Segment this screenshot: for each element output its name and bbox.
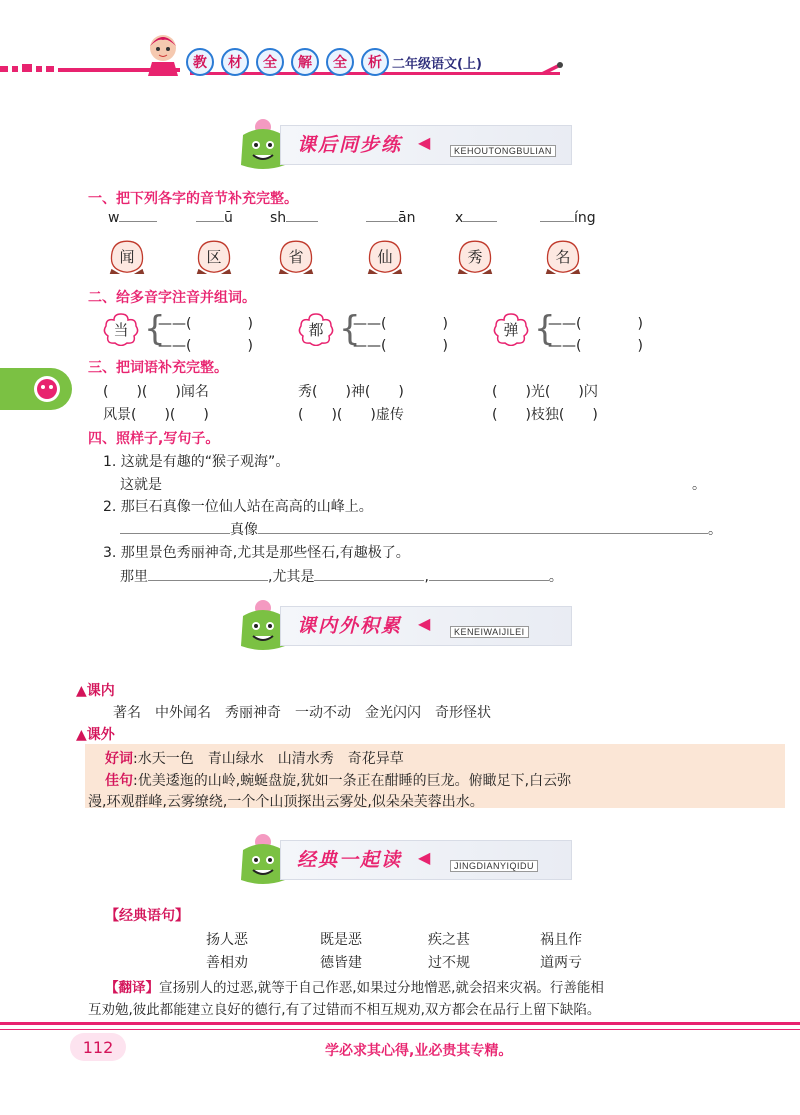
peach-char-box (274, 236, 318, 278)
peach-char: 区 (206, 248, 222, 266)
answer-line: 真像 。 (120, 519, 722, 539)
example-sentence: 1. 这就是有趣的“猴子观海”。 (103, 454, 290, 470)
classic-phrase: 德皆建 (320, 955, 362, 971)
peach-char-box (192, 236, 236, 278)
classic-phrase: 过不规 (428, 955, 470, 971)
classic-phrase: 扬人恶 (206, 932, 248, 948)
classic-phrase: 道两亏 (540, 955, 582, 971)
footer-rule-thin (0, 1029, 800, 1030)
peach-char: 省 (288, 248, 304, 266)
answer-line: 这就是 。 (120, 477, 706, 493)
syllable-item: íng (540, 210, 596, 226)
outer-class-heading: ▲课外 (76, 727, 115, 743)
banner-pinyin: KEHOUTONGBULIAN (450, 145, 556, 157)
question-2-heading: 二、给多音字注音并组词。 (88, 290, 256, 306)
peach-char: 秀 (467, 248, 483, 266)
polyphone-item: 弹 { ——( ) ——( ) (492, 310, 742, 354)
syllable-item: ū (196, 210, 233, 226)
question-3-heading: 三、把词语补充完整。 (88, 360, 228, 376)
header-title-char: 全 (256, 48, 284, 76)
header-title-char: 材 (221, 48, 249, 76)
cartoon-girl-icon (138, 28, 188, 78)
peach-char-box (453, 236, 497, 278)
classic-heading: 【经典语句】 (105, 908, 189, 924)
peach-char-box (105, 236, 149, 278)
header-title-char: 析 (361, 48, 389, 76)
fill-phrase: 风景( )( ) (103, 407, 209, 423)
classic-phrase: 疾之甚 (428, 932, 470, 948)
good-sentence: 佳句:优美逶迤的山岭,蜿蜒盘旋,犹如一条正在酣睡的巨龙。俯瞰足下,白云弥 (105, 773, 572, 789)
footer-rule (0, 1022, 800, 1025)
classic-phrase: 善相劝 (206, 955, 248, 971)
cartoon-face-icon (32, 374, 62, 404)
polyphone-char: 都 (308, 321, 324, 339)
classic-phrase: 祸且作 (540, 932, 582, 948)
question-4-heading: 四、照样子,写句子。 (88, 431, 220, 447)
syllable-item: sh (270, 210, 318, 226)
example-sentence: 2. 那巨石真像一位仙人站在高高的山峰上。 (103, 499, 373, 515)
pencil-icon (540, 60, 564, 76)
header-title-char: 全 (326, 48, 354, 76)
polyphone-item: 当 { ——( ) ——( ) (102, 310, 352, 354)
inner-class-heading: ▲课内 (76, 683, 115, 699)
banner-title: 课后同步练 (297, 134, 403, 156)
translation-cont: 互劝勉,彼此都能建立良好的德行,有了过错而不相互规劝,双方都会在品行上留下缺陷。 (88, 1002, 601, 1018)
banner-title: 课内外积累 (297, 615, 403, 637)
side-tab (0, 368, 72, 410)
good-words: 好词:水天一色 青山绿水 山清水秀 奇花异草 (105, 751, 404, 767)
page-number: 112 (70, 1033, 126, 1061)
answer-line: 那里 ,尤其是 , 。 (120, 569, 563, 585)
section-banner-accumulation (235, 598, 575, 654)
banner-pinyin: KENEIWAIJILEI (450, 626, 529, 638)
fill-phrase: ( )( )闻名 (103, 384, 209, 400)
banner-pinyin: JINGDIANYIQIDU (450, 860, 538, 872)
section-banner-classic (235, 832, 575, 888)
peach-char: 闻 (119, 248, 135, 266)
footer-motto: 学必求其心得,业必贵其专精。 (325, 1043, 513, 1059)
good-sentence-cont: 漫,环观群峰,云雾缭绕,一个个山顶探出云雾处,似朵朵芙蓉出水。 (88, 794, 484, 810)
peach-char: 仙 (377, 248, 393, 266)
question-1-heading: 一、把下列各字的音节补充完整。 (88, 191, 298, 207)
arrow-icon: ◀ (418, 614, 431, 633)
polyphone-item: 都 { ——( ) ——( ) (297, 310, 547, 354)
classic-phrase: 既是恶 (320, 932, 362, 948)
fill-phrase: ( )枝独( ) (492, 407, 598, 423)
section-banner-practice (235, 117, 575, 173)
fill-phrase: 秀( )神( ) (298, 384, 404, 400)
arrow-icon: ◀ (418, 848, 431, 867)
translation: 【翻译】宣扬别人的过恶,就等于自己作恶,如果过分地憎恶,就会招来灾祸。行善能相 (105, 980, 604, 996)
arrow-icon: ◀ (418, 133, 431, 152)
polyphone-char: 当 (113, 321, 129, 339)
grade-label: 二年级语文(上) (392, 57, 482, 72)
syllable-item: w (108, 210, 157, 226)
banner-title: 经典一起读 (297, 849, 403, 871)
peach-char-box (363, 236, 407, 278)
polyphone-char: 弹 (503, 321, 519, 339)
example-sentence: 3. 那里景色秀丽神奇,尤其是那些怪石,有趣极了。 (103, 545, 410, 561)
header-title-char: 教 (186, 48, 214, 76)
inner-class-words: 著名 中外闻名 秀丽神奇 一动不动 金光闪闪 奇形怪状 (113, 705, 491, 721)
syllable-item: ān (366, 210, 415, 226)
header-title-char: 解 (291, 48, 319, 76)
syllable-item: x (455, 210, 497, 226)
fill-phrase: ( )光( )闪 (492, 384, 598, 400)
peach-char: 名 (555, 248, 571, 266)
fill-phrase: ( )( )虚传 (298, 407, 404, 423)
peach-char-box (541, 236, 585, 278)
